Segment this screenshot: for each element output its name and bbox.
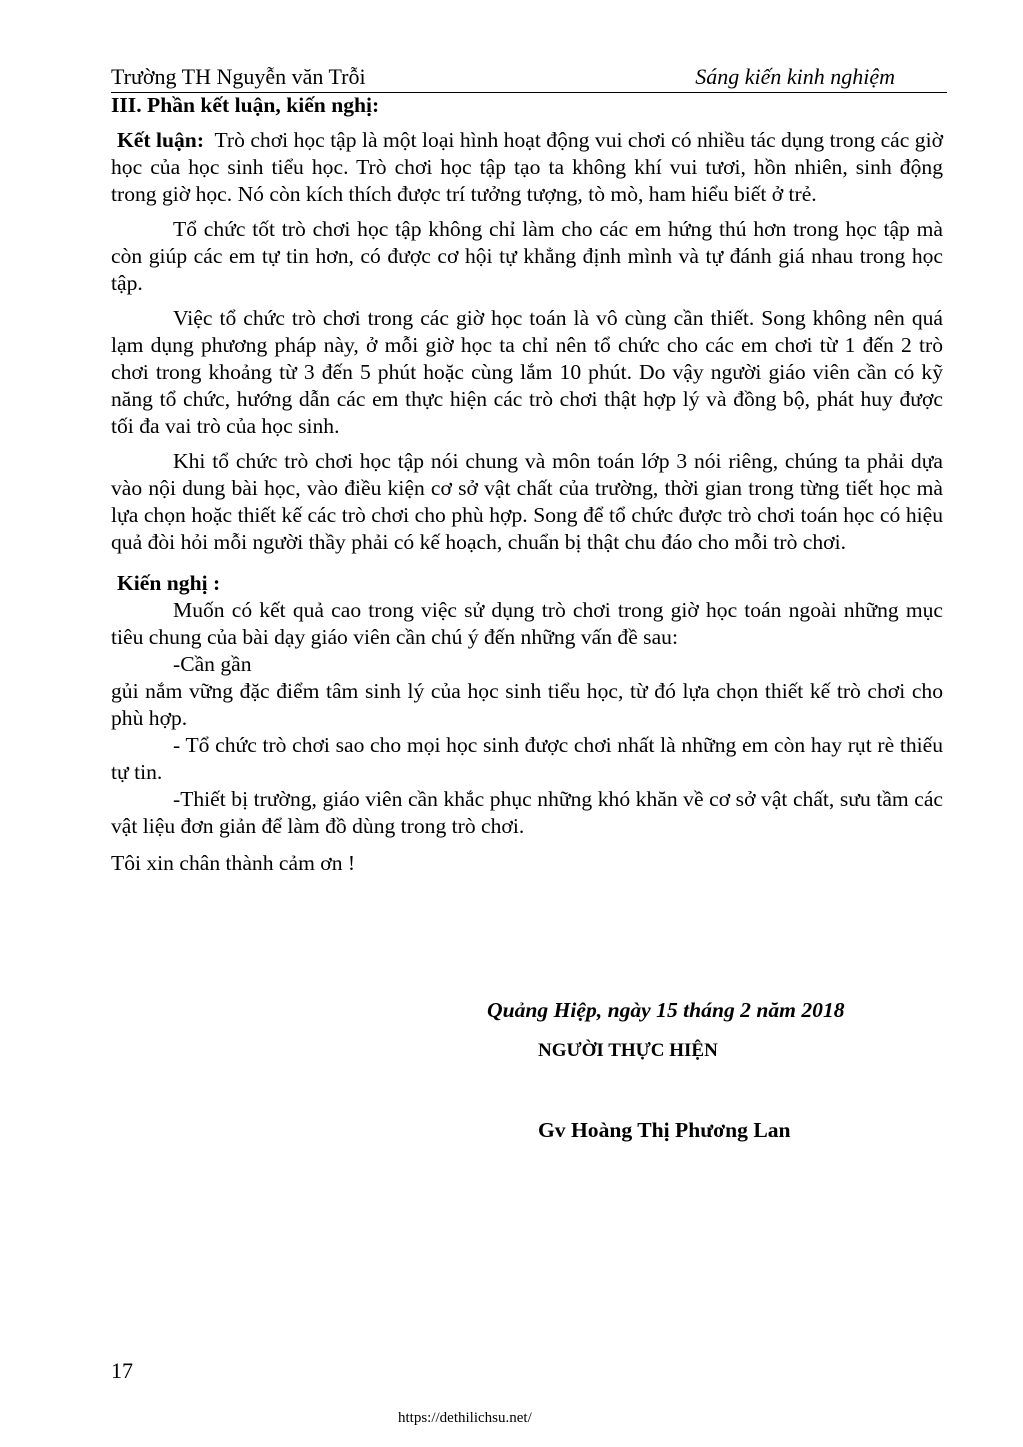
conclusion-text-1: Trò chơi học tập là một loại hình hoạt động vui chơi có nhiều tác dụng trong các giờ học của học sinh tiểu học. Trò chơi học tập tạo ta không khí vui tươi, hồn nhiên, sinh động trong giờ học. Nó còn kích thích được trí tưởng tượng, tò mò, ham hiểu biết ở trẻ. <box>111 128 943 206</box>
conclusion-paragraph-2: Tổ chức tốt trò chơi học tập không chỉ làm cho các em hứng thú hơn trong học tập mà còn giúp các em tự tin hơn, có được cơ hội tự khẳng định mình và tự đánh giá nhau trong học tập. <box>111 217 943 295</box>
conclusion-paragraph-1 <box>111 127 943 208</box>
section-title: III. Phần kết luận, kiến nghị: <box>111 93 380 117</box>
recommendation-item-1-start: -Cần gần <box>173 652 252 676</box>
thanks-line: Tôi xin chân thành cảm ơn ! <box>111 851 356 875</box>
page-header <box>111 62 947 93</box>
recommendation-label: Kiến nghị : <box>117 571 221 595</box>
recommendation-item-3: -Thiết bị trường, giáo viên cần khắc phục những khó khăn về cơ sở vật chất, sưu tầm các vật liệu đơn giản để làm đồ dùng trong trò chơi. <box>111 787 943 838</box>
signature-date: Quảng Hiệp, ngày 15 tháng 2 năm 2018 <box>487 998 845 1022</box>
header-school-name: Trường TH Nguyễn văn Trỗi <box>111 64 366 89</box>
page-number: 17 <box>111 1358 133 1383</box>
conclusion-paragraph-3: Việc tổ chức trò chơi trong các giờ học toán là vô cùng cần thiết. Song không nên quá lạm dụng phương pháp này, ở mỗi giờ học ta chỉ nên tổ chức cho các em chơi từ 1 đến 2 trò chơi trong khoảng từ 3 đến 5 phút hoặc cùng lắm 10 phút. Do vậy người giáo viên cần có kỹ năng tổ chức, hướng dẫn các em thực hiện các trò chơi thật hợp lý và đồng bộ, phát huy được tối đa vai trò của học sinh. <box>111 306 943 438</box>
footer-url: https://dethilichsu.net/ <box>398 1410 532 1426</box>
signature-role: NGƯỜI THỰC HIỆN <box>538 1040 718 1061</box>
header-document-type: Sáng kiến kinh nghiệm <box>695 64 895 89</box>
recommendation-item-1-rest: gủi nắm vững đặc điểm tâm sinh lý của học sinh tiểu học, từ đó lựa chọn thiết kế trò chơi cho phù hợp. <box>111 679 943 730</box>
recommendation-item-2: - Tổ chức trò chơi sao cho mọi học sinh được chơi nhất là những em còn hay rụt rè thiếu tự tin. <box>111 733 943 784</box>
conclusion-paragraph-4: Khi tổ chức trò chơi học tập nói chung và môn toán lớp 3 nói riêng, chúng ta phải dựa vào nội dung bài học, vào điều kiện cơ sở vật chất của trường, thời gian trong từng tiết học mà lựa chọn hoặc thiết kế các trò chơi cho phù hợp. Song để tổ chức được trò chơi toán học có hiệu quả đòi hỏi mỗi người thầy phải có kế hoạch, chuẩn bị thật chu đáo cho mỗi trò chơi. <box>111 449 943 554</box>
signature-name: Gv Hoàng Thị Phương Lan <box>538 1118 791 1142</box>
recommendation-intro: Muốn có kết quả cao trong việc sử dụng trò chơi trong giờ học toán ngoài những mục tiêu chung của bài dạy giáo viên cần chú ý đến những vấn đề sau: <box>111 598 943 649</box>
document-body <box>111 92 943 877</box>
conclusion-label: Kết luận: <box>117 128 205 152</box>
